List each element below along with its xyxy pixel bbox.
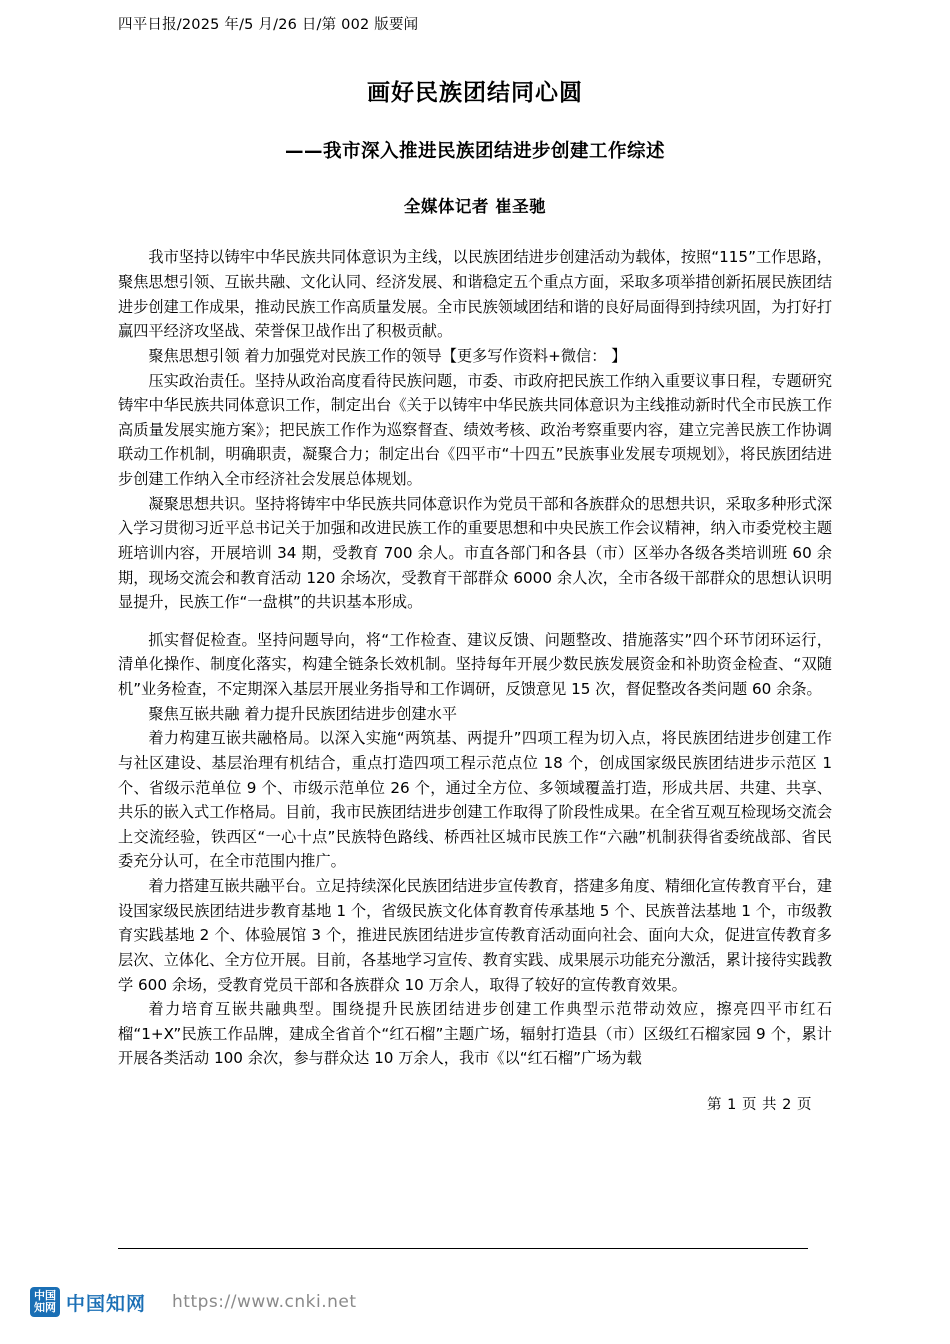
source-header: 四平日报/2025 年/5 月/26 日/第 002 版要闻 [118,17,419,33]
article-title: 画好民族团结同心圆 [367,80,583,107]
cnki-url: https://www.cnki.net [172,1292,357,1312]
section-heading-2: 聚焦互嵌共融 着力提升民族团结进步创建水平 [148,704,457,723]
paragraph: 着力培育互嵌共融典型。围绕提升民族团结进步创建工作典型示范带动效应，擦亮四平市红石榴“1+X”民族工作品牌，建成全省首个“红石榴”主题广场，辐射打造县（市）区级红石榴家园 9 个，累计开展各类活动 100 余次，参与群众达 10 万余人，我市《以“红石榴”广场为载 [118,1000,832,1068]
paragraph: 抓实督促检查。坚持问题导向，将“工作检查、建议反馈、问题整改、措施落实”四个环节闭环运行，清单化操作、制度化落实，构建全链条长效机制。坚持每年开展少数民族发展资金和补助资金检查、“双随机”业务检查，不定期深入基层开展业务指导和工作调研，反馈意见 15 次，督促整改各类问题 60 余条。 [118,630,832,699]
article-byline: 全媒体记者 崔圣驰 [403,197,547,217]
paragraph: 压实政治责任。坚持从政治高度看待民族问题，市委、市政府把民族工作纳入重要议事日程，专题研究铸牢中华民族共同体意识工作，制定出台《关于以铸牢中华民族共同体意识为主线推动新时代全市民族工作高质量发展实施方案》；把民族工作作为巡察督查、绩效考核、政治考察重要内容，建立完善民族工作协调联动工作机制，明确职责，凝聚合力；制定出台《四平市“十四五”民族事业发展专项规划》，将民族团结进步创建工作纳入全市经济社会发展总体规划。 [118,371,832,489]
footer [30,1272,920,1332]
page-number: 第 1 页 共 2 页 [707,1097,812,1114]
article-subtitle: ——我市深入推进民族团结进步创建工作综述 [284,141,665,163]
footer-divider [118,1248,808,1249]
section-heading-1: 聚焦思想引领 着力加强党对民族工作的领导【更多写作资料+微信： 】 [148,346,627,365]
paragraph: 着力构建互嵌共融格局。以深入实施“两筑基、两提升”四项工程为切入点，将民族团结进步创建工作与社区建设、基层治理有机结合，重点打造四项工程示范点位 18 个，创成国家级民族团结进步示范区 1 个、省级示范单位 9 个、市级示范单位 26 个，通过全方位、多领域覆盖打造，形成共居、共建、共享、共乐的嵌入式工作格局。目前，我市民族团结进步创建工作取得了阶段性成果。在全省互观互检现场交流会上交流经验，铁西区“一心十点”民族特色路线、桥西社区城市民族工作“六融”机制获得省委统战部、省民委充分认可，在全市范围内推广。 [118,729,832,871]
paragraph: 凝聚思想共识。坚持将铸牢中华民族共同体意识作为党员干部和各族群众的思想共识，采取多种形式深入学习贯彻习近平总书记关于加强和改进民族工作的重要思想和中央民族工作会议精神，纳入市委党校主题班培训内容，开展培训 34 期，受教育 700 余人。市直各部门和各县（市）区举办各级各类培训班 60 余期，现场交流会和教育活动 120 余场次，受教育干部群众 6000 余人次，全市各级干部群众的思想认识明显提升，民族工作“一盘棋”的共识基本形成。 [118,494,832,612]
cnki-logo [30,1287,146,1317]
document-content [118,14,832,1114]
cnki-logo-text: 中国知网 [66,1292,147,1315]
paragraph: 着力搭建互嵌共融平台。立足持续深化民族团结进步宣传教育，搭建多角度、精细化宣传教育平台，建设国家级民族团结进步教育基地 1 个，省级民族文化体育教育传承基地 5 个、民族普法基地 1 个，市级教育实践基地 2 个、体验展馆 3 个，推进民族团结进步宣传教育活动面向社会、面向大众，促进宣传教育多层次、立体化、全方位开展。目前，各基地学习宣传、教育实践、成果展示功能充分激活，累计接待实践教学 600 余场，受教育党员干部和各族群众 10 万余人，取得了较好的宣传教育效果。 [118,877,832,994]
paragraph: 我市坚持以铸牢中华民族共同体意识为主线，以民族团结进步创建活动为载体，按照“115”工作思路，聚焦思想引领、互嵌共融、文化认同、经济发展、和谐稳定五个重点方面，采取多项举措创新拓展民族团结进步创建工作成果，推动民族工作高质量发展。全市民族领域团结和谐的良好局面得到持续巩固，为打好打赢四平经济攻坚战、荣誉保卫战作出了积极贡献。 [118,248,832,341]
cnki-logo-icon: 中国 知网 [30,1287,60,1317]
